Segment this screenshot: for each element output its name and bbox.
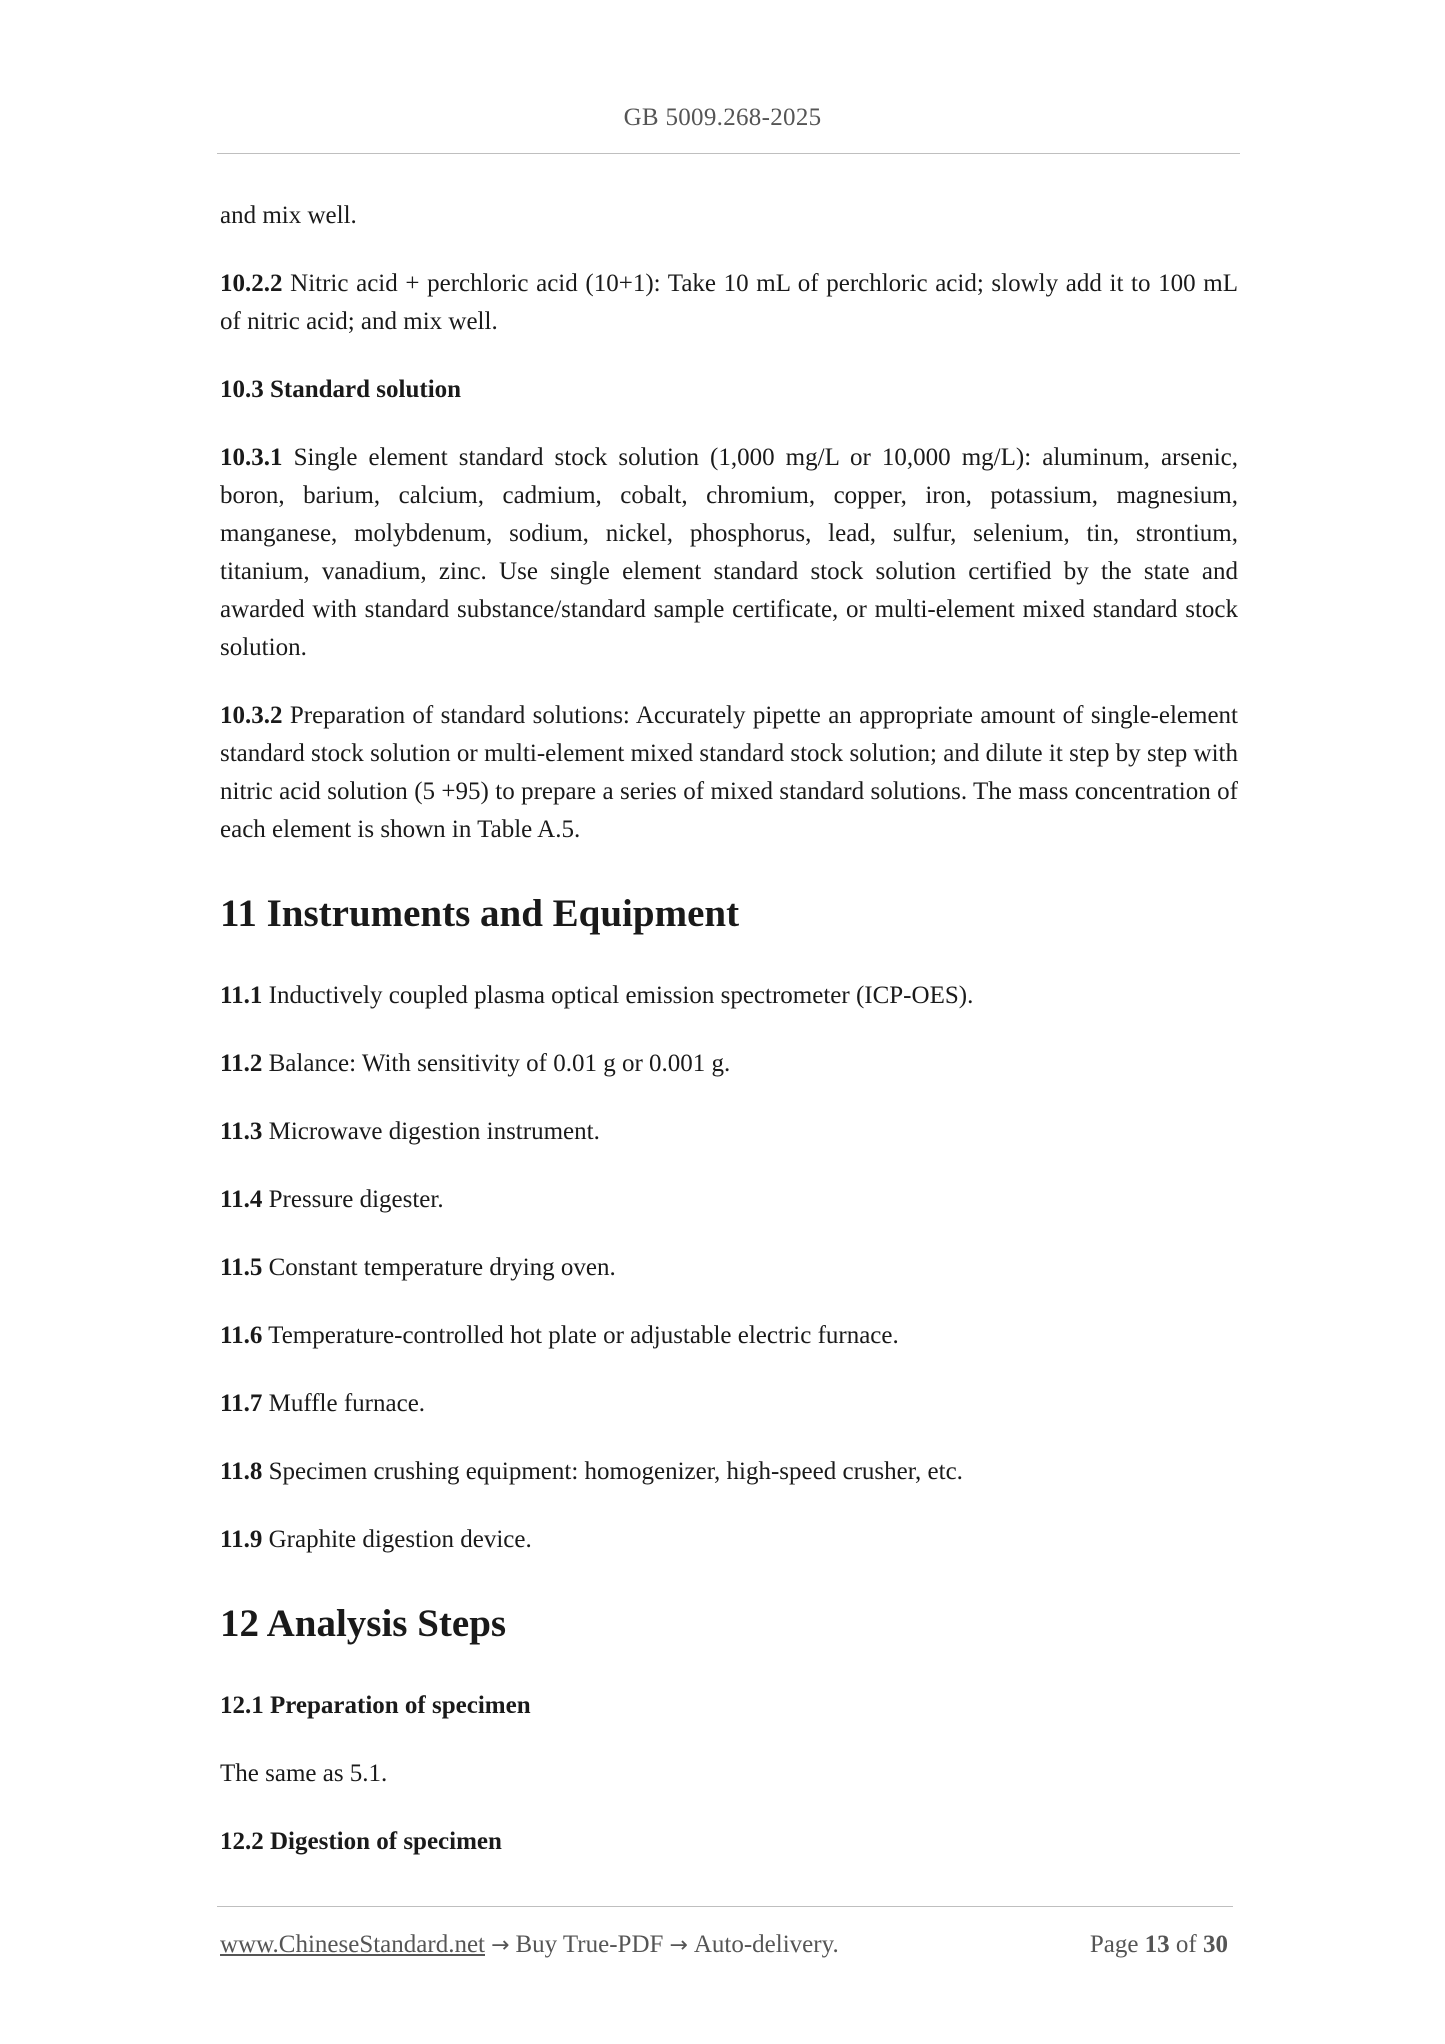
clause-text: Balance: With sensitivity of 0.01 g or 0.001 g.: [262, 1050, 731, 1077]
clause-text: Microwave digestion instrument.: [262, 1118, 600, 1145]
clause-11-8: [220, 1453, 1238, 1491]
section-heading-11: 11 Instruments and Equipment: [220, 892, 740, 935]
heading-text: 12.2 Digestion of specimen: [220, 1828, 502, 1855]
clause-text: Nitric acid + perchloric acid (10+1): Take 10 mL of perchloric acid; slowly add it to 100 mL of nitric acid; and mix well.: [220, 270, 1238, 335]
clause-text: Temperature-controlled hot plate or adjustable electric furnace.: [262, 1322, 899, 1349]
site-link[interactable]: www.ChineseStandard.net: [220, 1931, 485, 1958]
clause-11-2: [220, 1045, 1238, 1083]
page-total: 30: [1203, 1931, 1228, 1958]
clause-text: Constant temperature drying oven.: [262, 1254, 616, 1281]
clause-10-3-2: [220, 697, 1238, 849]
of-label: of: [1175, 1931, 1197, 1958]
page-label: Page: [1089, 1931, 1139, 1958]
clause-11-3: [220, 1113, 1238, 1151]
arrow-right-icon: →: [491, 1933, 510, 1958]
clause-number: 10.3.2: [220, 702, 283, 729]
clause-11-4: [220, 1181, 1238, 1219]
clause-10-2-2: [220, 265, 1238, 341]
clause-10-3-1: [220, 439, 1238, 667]
heading-text: 12.1 Preparation of specimen: [220, 1692, 531, 1719]
clause-number: 11.4: [220, 1186, 263, 1213]
page-content: [220, 197, 1238, 1861]
page-current: 13: [1144, 1931, 1170, 1958]
clause-text: Single element standard stock solution (1,000 mg/L or 10,000 mg/L): aluminum, arsenic, boron, barium, calcium, cadmium, cobalt, chromium, copper, iron, potassium, magnesium, manganese, molybdenum, sodium, nickel, phosphorus, lead, sulfur, selenium, tin, strontium, titanium, vanadium, zinc. Use single element standard stock solution certified by the state and awarded with standard substance/standard sample certificate, or multi-element mixed standard stock solution.: [220, 444, 1238, 661]
arrow-right-icon: →: [669, 1933, 688, 1958]
paragraph-12-1: The same as 5.1.: [220, 1760, 388, 1787]
section-heading-12: 12 Analysis Steps: [220, 1602, 507, 1645]
buy-pdf-text: Buy True-PDF: [515, 1931, 664, 1958]
clause-number: 11.7: [220, 1390, 263, 1417]
clause-number: 11.1: [220, 982, 263, 1009]
clause-text: Specimen crushing equipment: homogenizer, high-speed crusher, etc.: [262, 1458, 963, 1485]
clause-text: Inductively coupled plasma optical emission spectrometer (ICP-OES).: [262, 982, 974, 1009]
header-divider: [217, 153, 1240, 154]
page-number: [1090, 1927, 1228, 1963]
clause-number: 11.6: [220, 1322, 263, 1349]
footer-divider: [217, 1906, 1233, 1907]
clause-number: 10.2.2: [220, 270, 283, 297]
clause-number: 11.9: [220, 1526, 263, 1553]
delivery-text: Auto-delivery.: [693, 1931, 839, 1958]
clause-number: 11.5: [220, 1254, 263, 1281]
paragraph-continuation: and mix well.: [220, 202, 357, 229]
clause-number: 10.3.1: [220, 444, 283, 471]
clause-number: 11.8: [220, 1458, 263, 1485]
clause-text: Preparation of standard solutions: Accurately pipette an appropriate amount of single-element standard stock solution or multi-element mixed standard stock solution; and dilute it step by step with nitric acid solution (5 +95) to prepare a series of mixed standard solutions. The mass concentration of each element is shown in Table A.5.: [220, 702, 1238, 843]
footer-promo: [220, 1927, 839, 1964]
subsection-heading-12-1: [220, 1687, 1238, 1725]
heading-text: 10.3 Standard solution: [220, 376, 462, 403]
subsection-heading-12-2: [220, 1823, 1238, 1861]
clause-11-9: [220, 1521, 1238, 1559]
subsection-heading-10-3: [220, 371, 1238, 409]
clause-text: Graphite digestion device.: [262, 1526, 532, 1553]
clause-text: Muffle furnace.: [262, 1390, 426, 1417]
clause-number: 11.2: [220, 1050, 263, 1077]
document-header-id: GB 5009.268-2025: [623, 104, 822, 131]
clause-11-7: [220, 1385, 1238, 1423]
clause-11-1: [220, 977, 1238, 1015]
clause-11-6: [220, 1317, 1238, 1355]
clause-text: Pressure digester.: [262, 1186, 444, 1213]
clause-11-5: [220, 1249, 1238, 1287]
clause-number: 11.3: [220, 1118, 263, 1145]
